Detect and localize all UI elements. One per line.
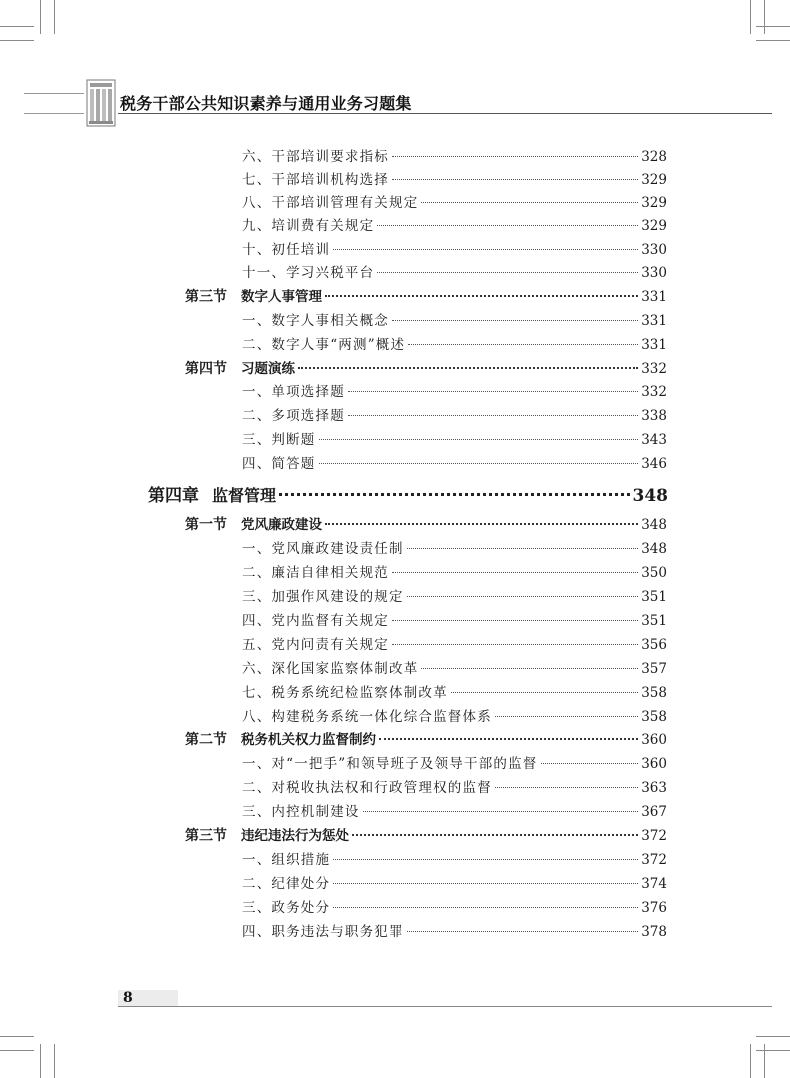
- dot-leader: [325, 523, 638, 525]
- crop-mark: [0, 40, 34, 41]
- toc-item-entry[interactable]: [242, 657, 667, 679]
- toc-page-number: 357: [641, 661, 667, 677]
- toc-entry-title: 九、培训费有关规定: [242, 218, 375, 234]
- dot-leader: [333, 249, 638, 250]
- toc-page-number: 331: [641, 313, 667, 329]
- dot-leader: [408, 344, 638, 345]
- toc-section-entry[interactable]: [185, 357, 667, 379]
- dot-leader: [407, 931, 639, 932]
- toc-item-entry[interactable]: [242, 452, 667, 474]
- dot-leader: [541, 763, 639, 764]
- dot-leader: [451, 692, 638, 693]
- toc-entry-title: 一、数字人事相关概念: [242, 313, 389, 329]
- toc-entry-title: 一、党风廉政建设责任制: [242, 541, 404, 557]
- toc-page-number: 348: [641, 541, 667, 557]
- toc-page-number: 351: [641, 589, 667, 605]
- toc-item-entry[interactable]: [242, 561, 667, 583]
- toc-page-number: 367: [641, 804, 667, 820]
- toc-entry-title: 八、构建税务系统一体化综合监督体系: [242, 709, 492, 725]
- toc-item-entry[interactable]: [242, 261, 667, 283]
- header-line: [118, 113, 772, 114]
- toc-entry-title: 二、对税收执法权和行政管理权的监督: [242, 780, 492, 796]
- dot-leader: [352, 834, 638, 836]
- toc-entry-title: 六、深化国家监察体制改革: [242, 661, 419, 677]
- dot-leader: [333, 883, 638, 884]
- toc-page-number: 330: [641, 265, 667, 281]
- toc-page-number: 332: [641, 361, 667, 377]
- header-rule: [24, 113, 84, 114]
- toc-entry-title: 违纪违法行为惩处: [241, 828, 349, 844]
- toc-page-number: 329: [641, 172, 667, 188]
- toc-item-entry[interactable]: [242, 609, 667, 631]
- crop-mark: [54, 0, 55, 34]
- toc-entry-title: 七、税务系统纪检监察体制改革: [242, 685, 448, 701]
- toc-item-entry[interactable]: [242, 920, 667, 942]
- toc-item-entry[interactable]: [242, 537, 667, 559]
- toc-page-number: 356: [641, 637, 667, 653]
- dot-leader: [392, 179, 638, 180]
- crop-mark: [54, 1044, 55, 1078]
- crop-mark: [756, 1050, 790, 1051]
- toc-item-entry[interactable]: [242, 776, 667, 798]
- crop-mark: [750, 1044, 751, 1078]
- toc-entry-title: 三、加强作风建设的规定: [242, 589, 404, 605]
- dot-leader: [407, 548, 639, 549]
- toc-page-number: 328: [641, 149, 667, 165]
- toc-section-entry[interactable]: [185, 728, 667, 750]
- toc-page-number: 350: [641, 565, 667, 581]
- toc-item-entry[interactable]: [242, 333, 667, 355]
- crop-mark: [764, 0, 765, 34]
- toc-entry-title: 二、纪律处分: [242, 876, 331, 892]
- book-emblem-icon: [86, 74, 116, 132]
- toc-section-number: 第三节: [185, 828, 227, 844]
- toc-item-entry[interactable]: [242, 145, 667, 167]
- toc-page-number: 376: [641, 900, 667, 916]
- toc-page-number: 338: [641, 408, 667, 424]
- toc-entry-title: 监督管理: [212, 486, 277, 505]
- toc-page-number: 372: [641, 828, 667, 844]
- dot-leader: [279, 493, 629, 496]
- dot-leader: [392, 572, 638, 573]
- toc-page-number: 378: [641, 924, 667, 940]
- dot-leader: [392, 644, 638, 645]
- toc-entry-title: 数字人事管理: [241, 289, 322, 305]
- toc-entry-title: 二、数字人事“两测”概述: [242, 337, 406, 353]
- toc-page-number: 358: [641, 685, 667, 701]
- dot-leader: [363, 811, 639, 812]
- toc-entry-title: 四、职务违法与职务犯罪: [242, 924, 404, 940]
- toc-page-number: 330: [641, 242, 667, 258]
- toc-section-number: 第四节: [185, 361, 227, 377]
- toc-page-number: 374: [641, 876, 667, 892]
- toc-section-number: 第二节: [185, 732, 227, 748]
- toc-item-entry[interactable]: [242, 633, 667, 655]
- toc-page-number: 372: [641, 852, 667, 868]
- toc-entry-title: 三、内控机制建设: [242, 804, 360, 820]
- dot-leader: [392, 620, 638, 621]
- toc-entry-title: 一、单项选择题: [242, 384, 345, 400]
- dot-leader: [319, 439, 639, 440]
- toc-page-number: 331: [641, 337, 667, 353]
- dot-leader: [325, 295, 638, 297]
- toc-item-entry[interactable]: [242, 800, 667, 822]
- toc-entry-title: 二、廉洁自律相关规范: [242, 565, 389, 581]
- toc-item-entry[interactable]: [242, 848, 667, 870]
- dot-leader: [495, 787, 638, 788]
- dot-leader: [379, 738, 638, 740]
- toc-item-entry[interactable]: [242, 238, 667, 260]
- toc-item-entry[interactable]: [242, 681, 667, 703]
- toc-entry-title: 税务机关权力监督制约: [241, 732, 376, 748]
- dot-leader: [407, 596, 639, 597]
- running-header-title: 税务干部公共知识素养与通用业务习题集: [120, 94, 412, 113]
- toc-chapter-number: 第四章: [148, 486, 199, 506]
- toc-item-entry[interactable]: [242, 380, 667, 402]
- toc-page-number: 360: [641, 756, 667, 772]
- toc-item-entry[interactable]: [242, 872, 667, 894]
- toc-item-entry[interactable]: [242, 705, 667, 727]
- dot-leader: [495, 716, 638, 717]
- crop-mark: [750, 0, 751, 34]
- toc-entry-title: 党风廉政建设: [241, 517, 322, 533]
- header-rule: [24, 93, 84, 94]
- toc-chapter-entry[interactable]: [148, 481, 668, 509]
- toc-section-entry[interactable]: [185, 513, 667, 535]
- toc-page-number: 343: [641, 432, 667, 448]
- toc-entry-title: 八、干部培训管理有关规定: [242, 195, 419, 211]
- crop-mark: [756, 40, 790, 41]
- toc-entry-title: 二、多项选择题: [242, 408, 345, 424]
- toc-entry-title: 六、干部培训要求指标: [242, 149, 389, 165]
- toc-entry-title: 五、党内问责有关规定: [242, 637, 389, 653]
- toc-section-number: 第三节: [185, 289, 227, 305]
- crop-mark: [0, 1036, 34, 1037]
- toc-entry-title: 四、党内监督有关规定: [242, 613, 389, 629]
- dot-leader: [421, 668, 638, 669]
- crop-mark: [40, 0, 41, 34]
- toc-entry-title: 三、判断题: [242, 432, 316, 448]
- toc-item-entry[interactable]: [242, 752, 667, 774]
- toc-entry-title: 三、政务处分: [242, 900, 331, 916]
- toc-item-entry[interactable]: [242, 191, 667, 213]
- dot-leader: [392, 156, 638, 157]
- dot-leader: [319, 463, 639, 464]
- toc-item-entry[interactable]: [242, 428, 667, 450]
- toc-entry-title: 十、初任培训: [242, 242, 331, 258]
- toc-page-number: 360: [641, 732, 667, 748]
- toc-page-number: 332: [641, 384, 667, 400]
- dot-leader: [377, 225, 638, 226]
- footer-line: [118, 1006, 772, 1007]
- page-number: 8: [123, 990, 133, 1006]
- toc-entry-title: 一、组织措施: [242, 852, 331, 868]
- toc-page-number: 346: [641, 456, 667, 472]
- toc-entry-title: 一、对“一把手”和领导班子及领导干部的监督: [242, 756, 538, 772]
- dot-leader: [348, 415, 638, 416]
- crop-mark: [756, 1036, 790, 1037]
- toc-item-entry[interactable]: [242, 585, 667, 607]
- toc-page-number: 348: [641, 517, 667, 533]
- toc-item-entry[interactable]: [242, 309, 667, 331]
- dot-leader: [392, 320, 638, 321]
- dot-leader: [333, 907, 638, 908]
- toc-item-entry[interactable]: [242, 214, 667, 236]
- toc-item-entry[interactable]: [242, 168, 667, 190]
- toc-entry-title: 四、简答题: [242, 456, 316, 472]
- toc-page-number: 329: [641, 218, 667, 234]
- dot-leader: [333, 859, 638, 860]
- toc-item-entry[interactable]: [242, 896, 667, 918]
- toc-item-entry[interactable]: [242, 404, 667, 426]
- toc-entry-title: 七、干部培训机构选择: [242, 172, 389, 188]
- toc-entry-title: 习题演练: [241, 361, 295, 377]
- toc-page-number: 363: [641, 780, 667, 796]
- toc-page-number: 329: [641, 195, 667, 211]
- toc-section-number: 第一节: [185, 517, 227, 533]
- toc-section-entry[interactable]: [185, 285, 667, 307]
- dot-leader: [348, 391, 638, 392]
- crop-mark: [0, 26, 34, 27]
- toc-page-number: 351: [641, 613, 667, 629]
- crop-mark: [40, 1044, 41, 1078]
- dot-leader: [421, 202, 638, 203]
- toc-page-number: 358: [641, 709, 667, 725]
- toc-entry-title: 十一、学习兴税平台: [242, 265, 375, 281]
- crop-mark: [0, 1050, 34, 1051]
- dot-leader: [298, 367, 638, 369]
- dot-leader: [377, 272, 638, 273]
- crop-mark: [756, 26, 790, 27]
- toc-section-entry[interactable]: [185, 824, 667, 846]
- toc-page-number: 348: [632, 486, 668, 506]
- toc-page-number: 331: [641, 289, 667, 305]
